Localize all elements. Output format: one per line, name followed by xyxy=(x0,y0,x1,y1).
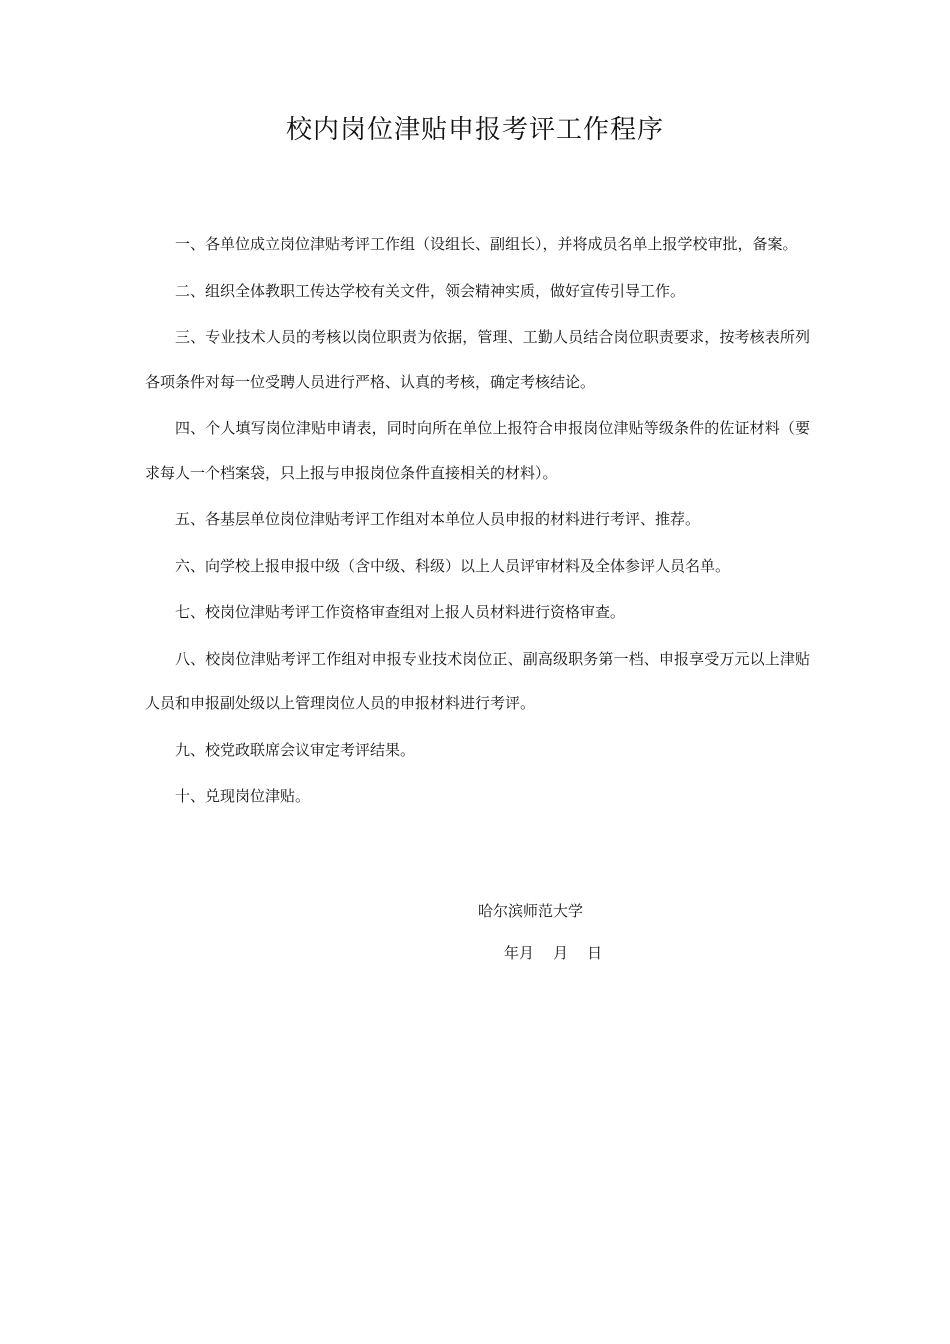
paragraph-5: 五、各基层单位岗位津贴考评工作组对本单位人员申报的材料进行考评、推荐。 xyxy=(175,510,701,528)
paragraph-3: 三、专业技术人员的考核以岗位职责为依据，管理、工勤人员结合岗位职责要求，按考核表所列各项条件对每一位受聘人员进行严格、认真的考核，确定考核结论。 xyxy=(145,328,810,391)
signature-block xyxy=(478,890,678,974)
paragraph-6: 六、向学校上报申报中级（含中级、科级）以上人员评审材料及全体参评人员名单。 xyxy=(175,556,731,575)
signature-organization: 哈尔滨师范大学 xyxy=(478,902,584,920)
paragraph-10: 十、兑现岗位津贴。 xyxy=(175,787,311,805)
document-title: 校内岗位津贴申报考评工作程序 xyxy=(285,115,664,145)
paragraph-2: 二、组织全体教职工传达学校有关文件，领会精神实质，做好宣传引导工作。 xyxy=(175,281,686,300)
signature-date: 年月 月 日 xyxy=(504,944,603,962)
paragraph-4: 四、个人填写岗位津贴申请表，同时向所在单位上报符合申报岗位津贴等级条件的佐证材料（要求每人一个档案袋，只上报与申报岗位条件直接相关的材料）。 xyxy=(145,419,810,482)
paragraph-9: 九、校党政联席会议审定考评结果。 xyxy=(175,740,416,759)
paragraph-1: 一、各单位成立岗位津贴考评工作组（设组长、副组长），并将成员名单上报学校审批，备案。 xyxy=(175,235,798,253)
paragraph-7: 七、校岗位津贴考评工作资格审查组对上报人员材料进行资格审查。 xyxy=(175,603,626,621)
document-body xyxy=(145,222,810,821)
paragraph-8: 八、校岗位津贴考评工作组对申报专业技术岗位正、副高级职务第一档、申报享受万元以上津贴人员和申报副处级以上管理岗位人员的申报材料进行考评。 xyxy=(145,649,810,712)
